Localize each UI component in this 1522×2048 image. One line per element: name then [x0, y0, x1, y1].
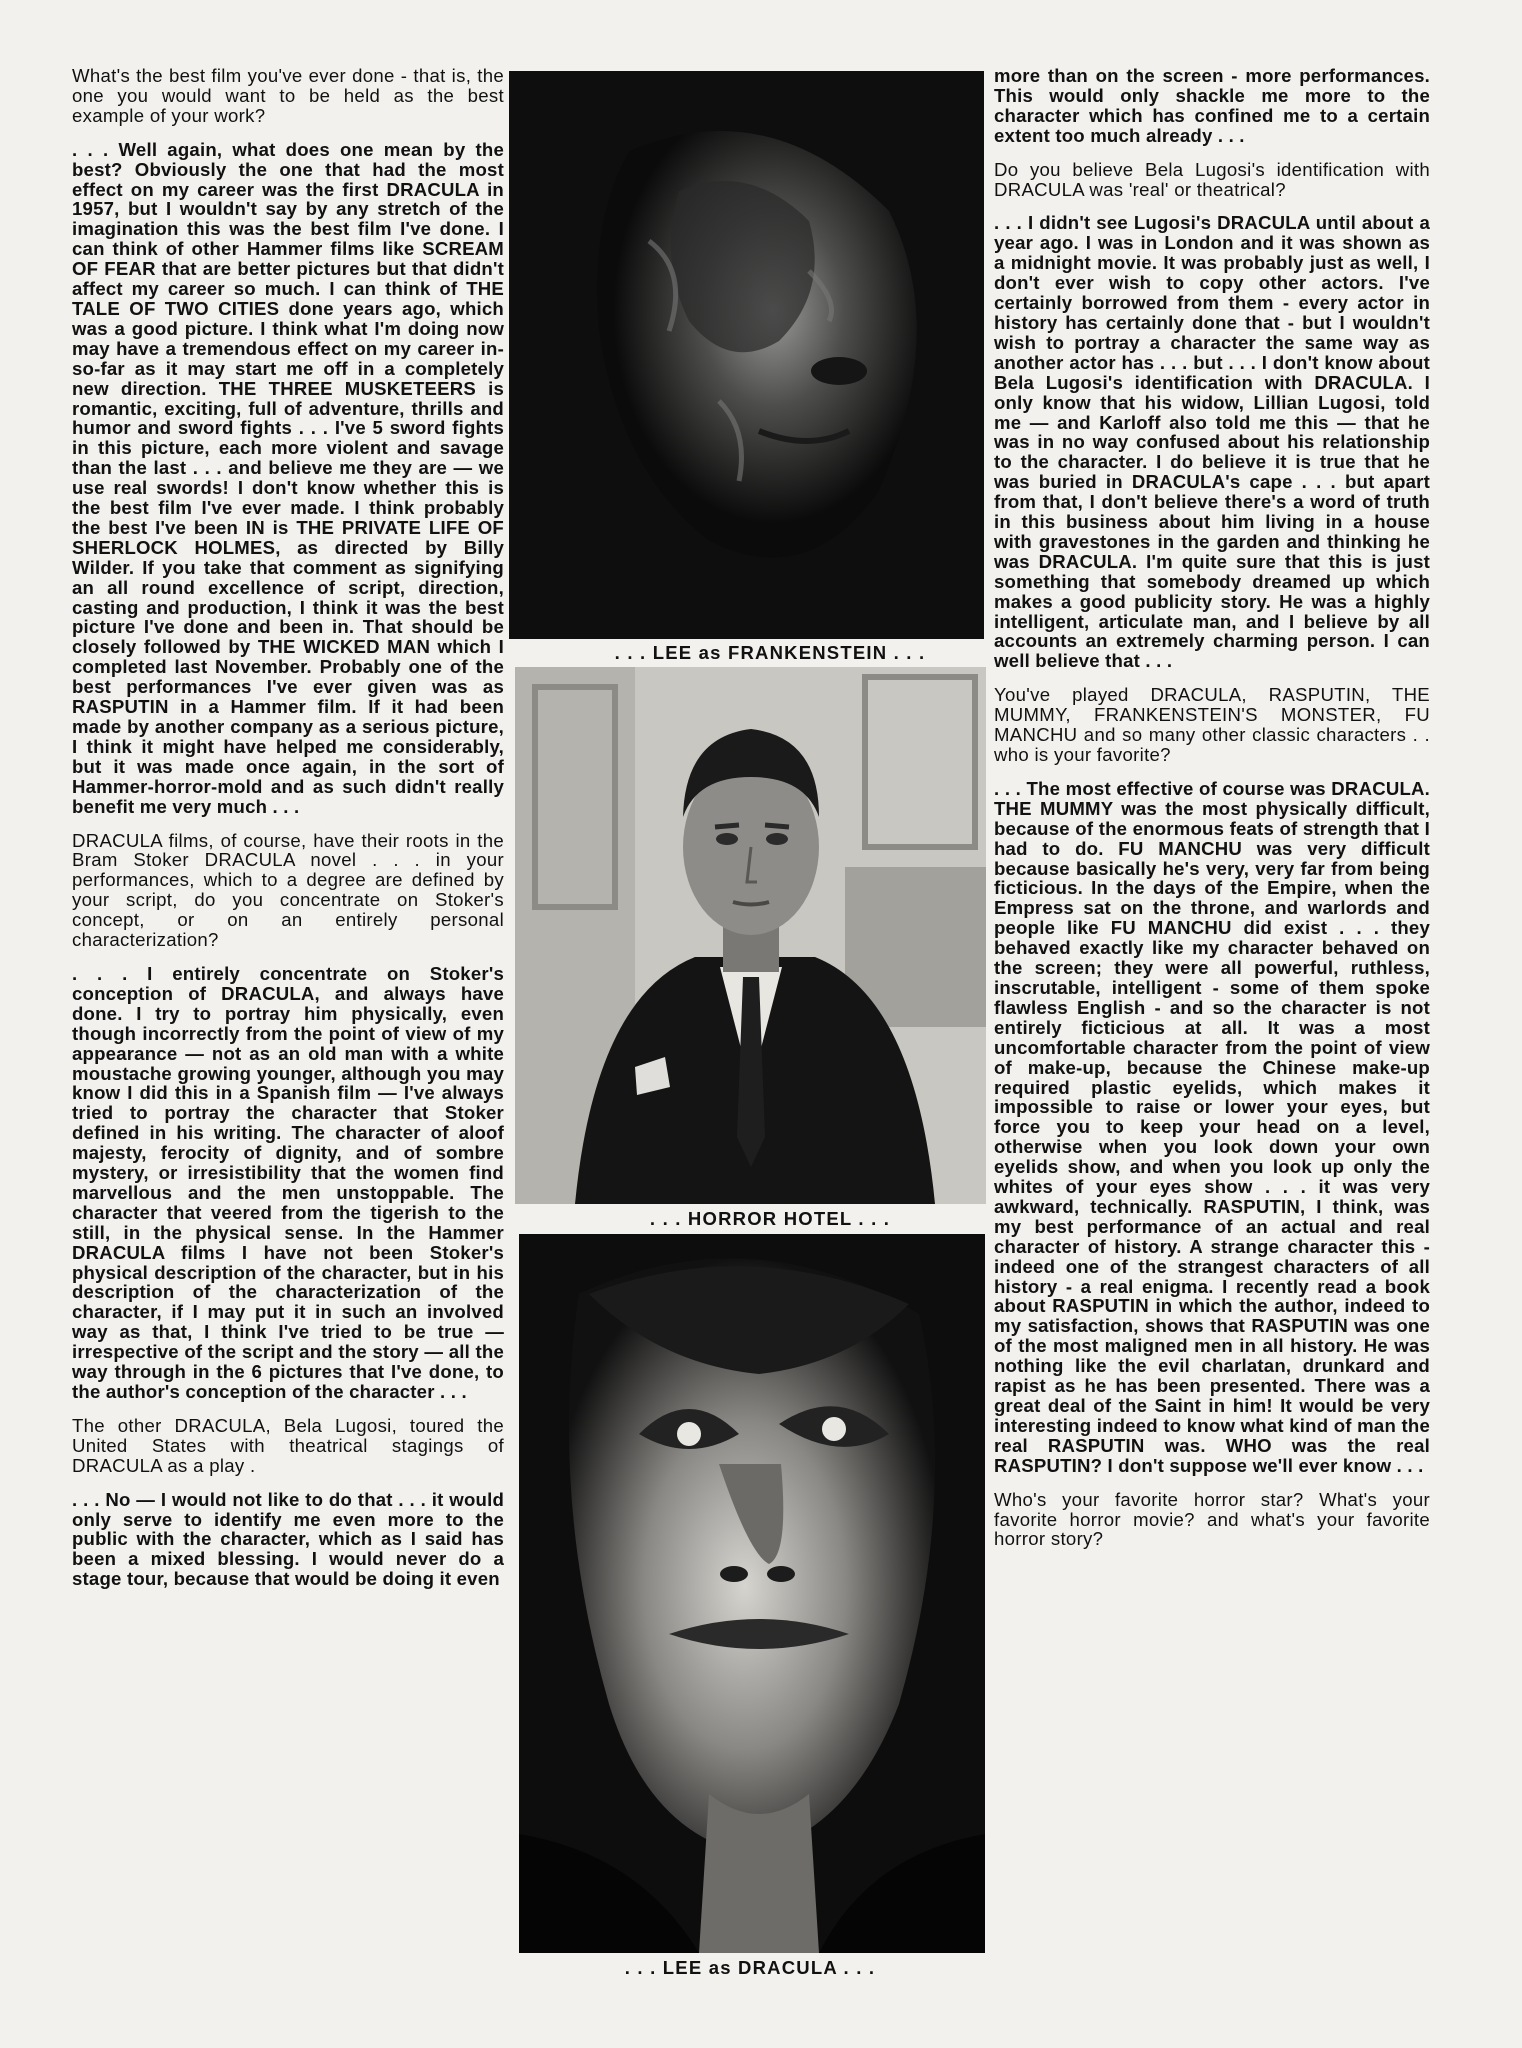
- interview-answer: more than on the screen - more performances. This would only shackle me more to the character which has confined me to a certain extent too much already . . .: [994, 65, 1430, 146]
- interview-question: You've played DRACULA, RASPUTIN, THE MUMMY, FRANKENSTEIN'S MONSTER, FU MANCHU and so many other classic characters . . who is your favorite?: [994, 684, 1430, 765]
- photo-caption: . . . LEE as FRANKENSTEIN . . .: [614, 642, 926, 663]
- photo-dracula: [519, 1234, 985, 1953]
- photo-caption: . . . LEE as DRACULA . . .: [624, 1957, 876, 1978]
- interview-question: DRACULA films, of course, have their roots in the Bram Stoker DRACULA novel . . . in your performances, which to a degree are defined by your script, do you concentrate on Stoker's concept, or on an entirely personal characterization?: [72, 829, 504, 951]
- interview-answer: . . . Well again, what does one mean by the best? Obviously the one that had the most effect on my career was the first DRACULA in 1957, but I wouldn't say by any stretch of the imagination this was the best film I've done. I can think of other Hammer films like SCREAM OF FEAR that are better pictures but that didn't affect my career so much. I can think of THE TALE OF TWO CITIES done years ago, which was a good picture. I think what I'm doing now may have a tremendous effect on my career in-so-far as it may start me off in a completely new direction. THE THREE MUSKETEERS is romantic, exciting, full of adventure, thrills and humor and sword fights . . . I've 5 sword fights in this picture, each more violent and savage than the last . . . and believe me they are — we use real swords! I don't know whether this is the best film I've ever made. I think probably the best I've been IN is THE PRIVATE LIFE OF SHERLOCK HOLMES, as directed by Billy Wilder. If you take that comment as signifying an all round excellence of script, direction, casting and production, I think it was the best picture I've done and been in. That should be closely followed by THE WICKED MAN which I completed last November. Probably one of the best performances I've ever given was as RASPUTIN in a Hammer film. If it had been made by another company as a serious picture, I think it might have helped me considerably, but it was made once again, in the sort of Hammer-horror-mold and as such didn't really benefit me very much . . .: [72, 138, 504, 817]
- interview-answer: . . . I didn't see Lugosi's DRACULA until about a year ago. I was in London and it was shown as a midnight movie. It was probably just as well, I don't ever wish to copy other actors. I've certainly borrowed from them - every actor in history has certainly done that - but I wouldn't wish to portray a character the same way as another actor has . . . but . . . I don't know about Bela Lugosi's identification with DRACULA. I only know that his widow, Lillian Lugosi, told me — and Karloff also told me this — that he was in no way confused about his relationship to the character. I do believe it is true that he was buried in DRACULA's cape . . . but apart from that, I don't believe there's a word of truth in this business about him living in a house with gravestones in the garden and thinking he was DRACULA. I'm quite sure that this is just something that somebody dreamed up which makes a good publicity story. He was a highly intelligent, articulate man, and I believe by all accounts an extremely charming person. I can well believe that . . .: [994, 212, 1430, 672]
- photo-caption: . . . HORROR HOTEL . . .: [649, 1208, 891, 1229]
- interview-question: Who's your favorite horror star? What's your favorite horror movie? and what's your favorite horror story?: [994, 1488, 1430, 1550]
- photo-horror-hotel: [515, 667, 986, 1204]
- interview-question: Do you believe Bela Lugosi's identification with DRACULA was 'real' or theatrical?: [994, 158, 1430, 200]
- left-text-column: [72, 66, 504, 1603]
- interview-answer: . . . I entirely concentrate on Stoker's conception of DRACULA, and always have done. I try to portray him physically, even though incorrectly from the point of view of my appearance — not as an old man with a white moustache growing younger, although you may know I did this in a Spanish film — I've always tried to portray the character that Stoker defined in his writing. The character of aloof majesty, ferocity of dignity, and of sombre mystery, or irresistibility that the women find marvellous and the men unstoppable. The character that veered from the tigerish to the still, in the physical sense. In the Hammer DRACULA films I have not been Stoker's physical description of the character, but in his description of the characterization of the character, if I may put it in such an involved way as that, I think I've tried to be true — irrespective of the script and the story — all the way through in the 6 pictures that I've done, to the author's conception of the character . . .: [72, 962, 504, 1402]
- right-text-column: [994, 66, 1430, 1563]
- interview-question: What's the best film you've ever done - that is, the one you would want to be held as the best example of your work?: [72, 65, 504, 126]
- interview-answer: . . . No — I would not like to do that . . . it would only serve to identify me even more to the public with the character, which as I said has been a mixed blessing. I would never do a stage tour, because that would be doing it even: [72, 1488, 504, 1590]
- interview-question: The other DRACULA, Bela Lugosi, toured the United States with theatrical stagings of DRACULA as a play .: [72, 1414, 504, 1476]
- photo-frankenstein: [509, 71, 984, 639]
- interview-answer: . . . The most effective of course was DRACULA. THE MUMMY was the most physically difficult, because of the enormous feats of strength that I had to do. FU MANCHU was very difficult because basically he's very, very far from being ficticious. In the days of the Empire, when the Empress sat on the throne, and warlords and people like FU MANCHU did exist . . . they behaved exactly like my character behaved on the screen; they were all powerful, ruthless, inscrutable, intelligent - some of them spoke flawless English - and so the character is not entirely ficticious at all. It was a most uncomfortable character from the point of view of make-up, because the Chinese make-up required plastic eyelids, which makes it impossible to raise or lower your eyes, but force you to keep your head on a level, otherwise when you look down your own eyelids show, and when you look up only the whites of your eyes show . . . it was very awkward, technically. RASPUTIN, I think, was my best performance of an actual and real character of history. A strange character this - indeed one of the strangest characters of all history - a real enigma. I recently read a book about RASPUTIN in which the author, indeed to my satisfaction, shows that RASPUTIN was one of the most maligned men in all history. He was nothing like the evil charlatan, drunkard and rapist as he has been presented. There was a great deal of the Saint in him! It would be very interesting indeed to know what kind of man the real RASPUTIN was. WHO was the real RASPUTIN? I don't suppose we'll ever know . . .: [994, 777, 1430, 1476]
